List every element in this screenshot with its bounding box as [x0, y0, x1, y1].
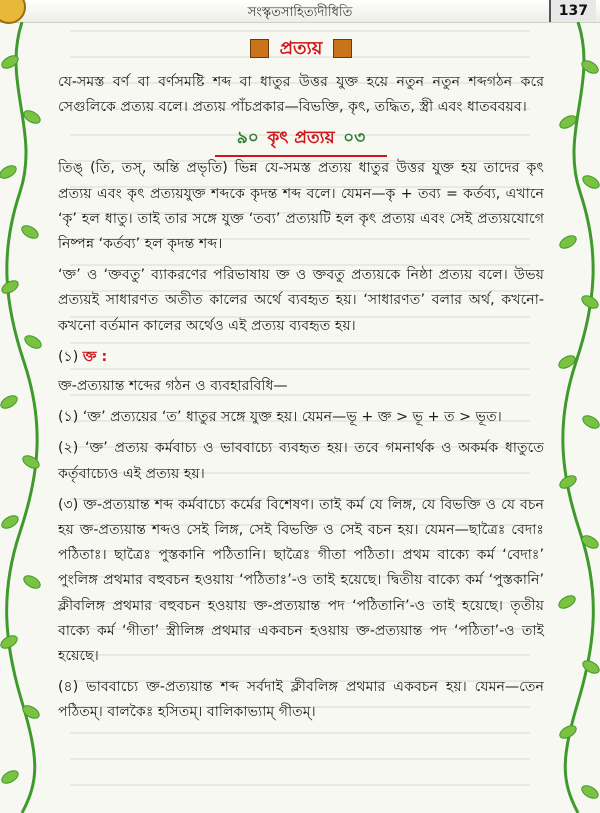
- header-bar: [0, 0, 600, 23]
- kta-heading: [58, 345, 544, 370]
- flourish-right-icon: ০৩: [343, 128, 366, 149]
- left-vine-border-icon: [0, 22, 44, 813]
- subsection-underline: [215, 155, 388, 157]
- page-number: 137: [549, 0, 596, 22]
- kta-label: ক্ত :: [82, 348, 108, 365]
- running-title: সংস্কৃতসাহিত্যদীধিতি: [247, 5, 353, 20]
- page-content: [58, 30, 544, 732]
- rule-item: (৪) ভাববাচ্যে ক্ত-প্রত্যয়ান্ত শব্দ সর্বদাই ক্লীবলিঙ্গ প্রথমার একবচন হয়। যেমন—তেন পঠিতম্। বালকৈঃ হসিতম্। বালিকাভ্যাম্ গীতম্।: [58, 679, 544, 721]
- right-vine-border-icon: [556, 22, 600, 813]
- body-paragraph: ‘ক্ত’ ও ‘ক্তবতু’ ব্যাকরণের পরিভাষায় ক্ত ও ক্তবতু প্রত্যয়কে নিষ্ঠা প্রত্যয় বলে। উভয় প্রত্যয়ই সাধারণত অতীত কালের অর্থে ব্যবহৃত হয়। ‘সাধারণত’ বলার অর্থ, কখনো-কখনো বর্তমান কালের অর্থেও এই প্রত্যয় ব্যবহৃত হয়।: [58, 267, 544, 334]
- kta-number: (১): [58, 348, 79, 365]
- rules-heading: ক্ত-প্রত্যয়ান্ত শব্দের গঠন ও ব্যবহারবিধি—: [58, 378, 288, 395]
- ornament-box-icon: [250, 39, 269, 58]
- section-title: প্রত্যয়: [279, 38, 323, 59]
- flourish-left-icon: ৯০: [236, 128, 259, 149]
- rule-item: (৩) ক্ত-প্রত্যয়ান্ত শব্দ কর্মবাচ্যে কর্মের বিশেষণ। তাই কর্ম যে লিঙ্গ, যে বিভক্তি ও যে বচন হয় ক্ত-প্রত্যয়ান্ত শব্দও সেই লিঙ্গ, সেই বিভক্তি ও সেই বচন হয়। যেমন—ছাত্রৈঃ বেদাঃ পঠিতাঃ। ছাত্রৈঃ পুস্তকানি পঠিতানি। ছাত্রৈঃ গীতা পঠিতা। প্রথম বাক্যে কর্ম ‘বেদাঃ’ পুংলিঙ্গ প্রথমার বহুবচন হওয়ায় ‘পঠিতাঃ’-ও তাই হয়েছে। দ্বিতীয় বাক্যে কর্ম ‘পুস্তকানি’ ক্লীবলিঙ্গ প্রথমার বহুবচন হওয়ায় ক্ত-প্রত্যয়ান্ত পদ ‘পঠিতানি’-ও তাই হয়েছে। তৃতীয় বাক্যে কর্ম ‘গীতা’ স্ত্রীলিঙ্গ প্রথমার একবচন হওয়ায় ক্ত-প্রত্যয়ান্ত পদ ‘পঠিতা’-ও তাই হয়েছে।: [58, 496, 544, 665]
- ornament-box-icon: [333, 39, 352, 58]
- body-paragraph: তিঙ্ (তি, তস্, অন্তি প্রভৃতি) ভিন্ন যে-সমস্ত প্রত্যয় ধাতুর উত্তর যুক্ত হয় তাদের কৃৎ প্রত্যয় এবং কৃৎ প্রত্যয়যুক্ত শব্দকে কৃদন্ত শব্দ বলে। যেমন—কৃ + তব্য = কর্তব্য, এখানে ‘কৃ’ হল ধাতু। তাই তার সঙ্গে যুক্ত ‘তব্য’ প্রত্যয়টি হল কৃৎ প্রত্যয় এবং সেই প্রত্যয়যোগে নিষ্পন্ন ‘কর্তব্য’ হল কৃদন্ত শব্দ।: [58, 160, 544, 253]
- section-heading: [58, 36, 544, 62]
- rule-item: (১) ‘ক্ত’ প্রত্যয়ের ‘ত’ ধাতুর সঙ্গে যুক্ত হয়। যেমন—ভূ + ক্ত > ভূ + ত > ভূত।: [58, 409, 502, 426]
- rule-item: (২) ‘ক্ত’ প্রত্যয় কর্মবাচ্য ও ভাববাচ্যে ব্যবহৃত হয়। তবে গমনার্থক ও অকর্মক ধাতুতে কর্তৃবাচ্যেও এই প্রত্যয় হয়।: [58, 440, 544, 482]
- subsection-title: কৃৎ প্রত্যয়: [267, 128, 335, 149]
- intro-paragraph: যে-সমস্ত বর্ণ বা বর্ণসমষ্টি শব্দ বা ধাতুর উত্তর যুক্ত হয়ে নতুন নতুন শব্দগঠন করে সেগুলিকে প্রত্যয় বলে। প্রত্যয় পাঁচপ্রকার—বিভক্তি, কৃৎ, তদ্ধিত, স্ত্রী এবং ধাতববয়ব।: [58, 74, 544, 116]
- subsection-heading: [58, 126, 544, 150]
